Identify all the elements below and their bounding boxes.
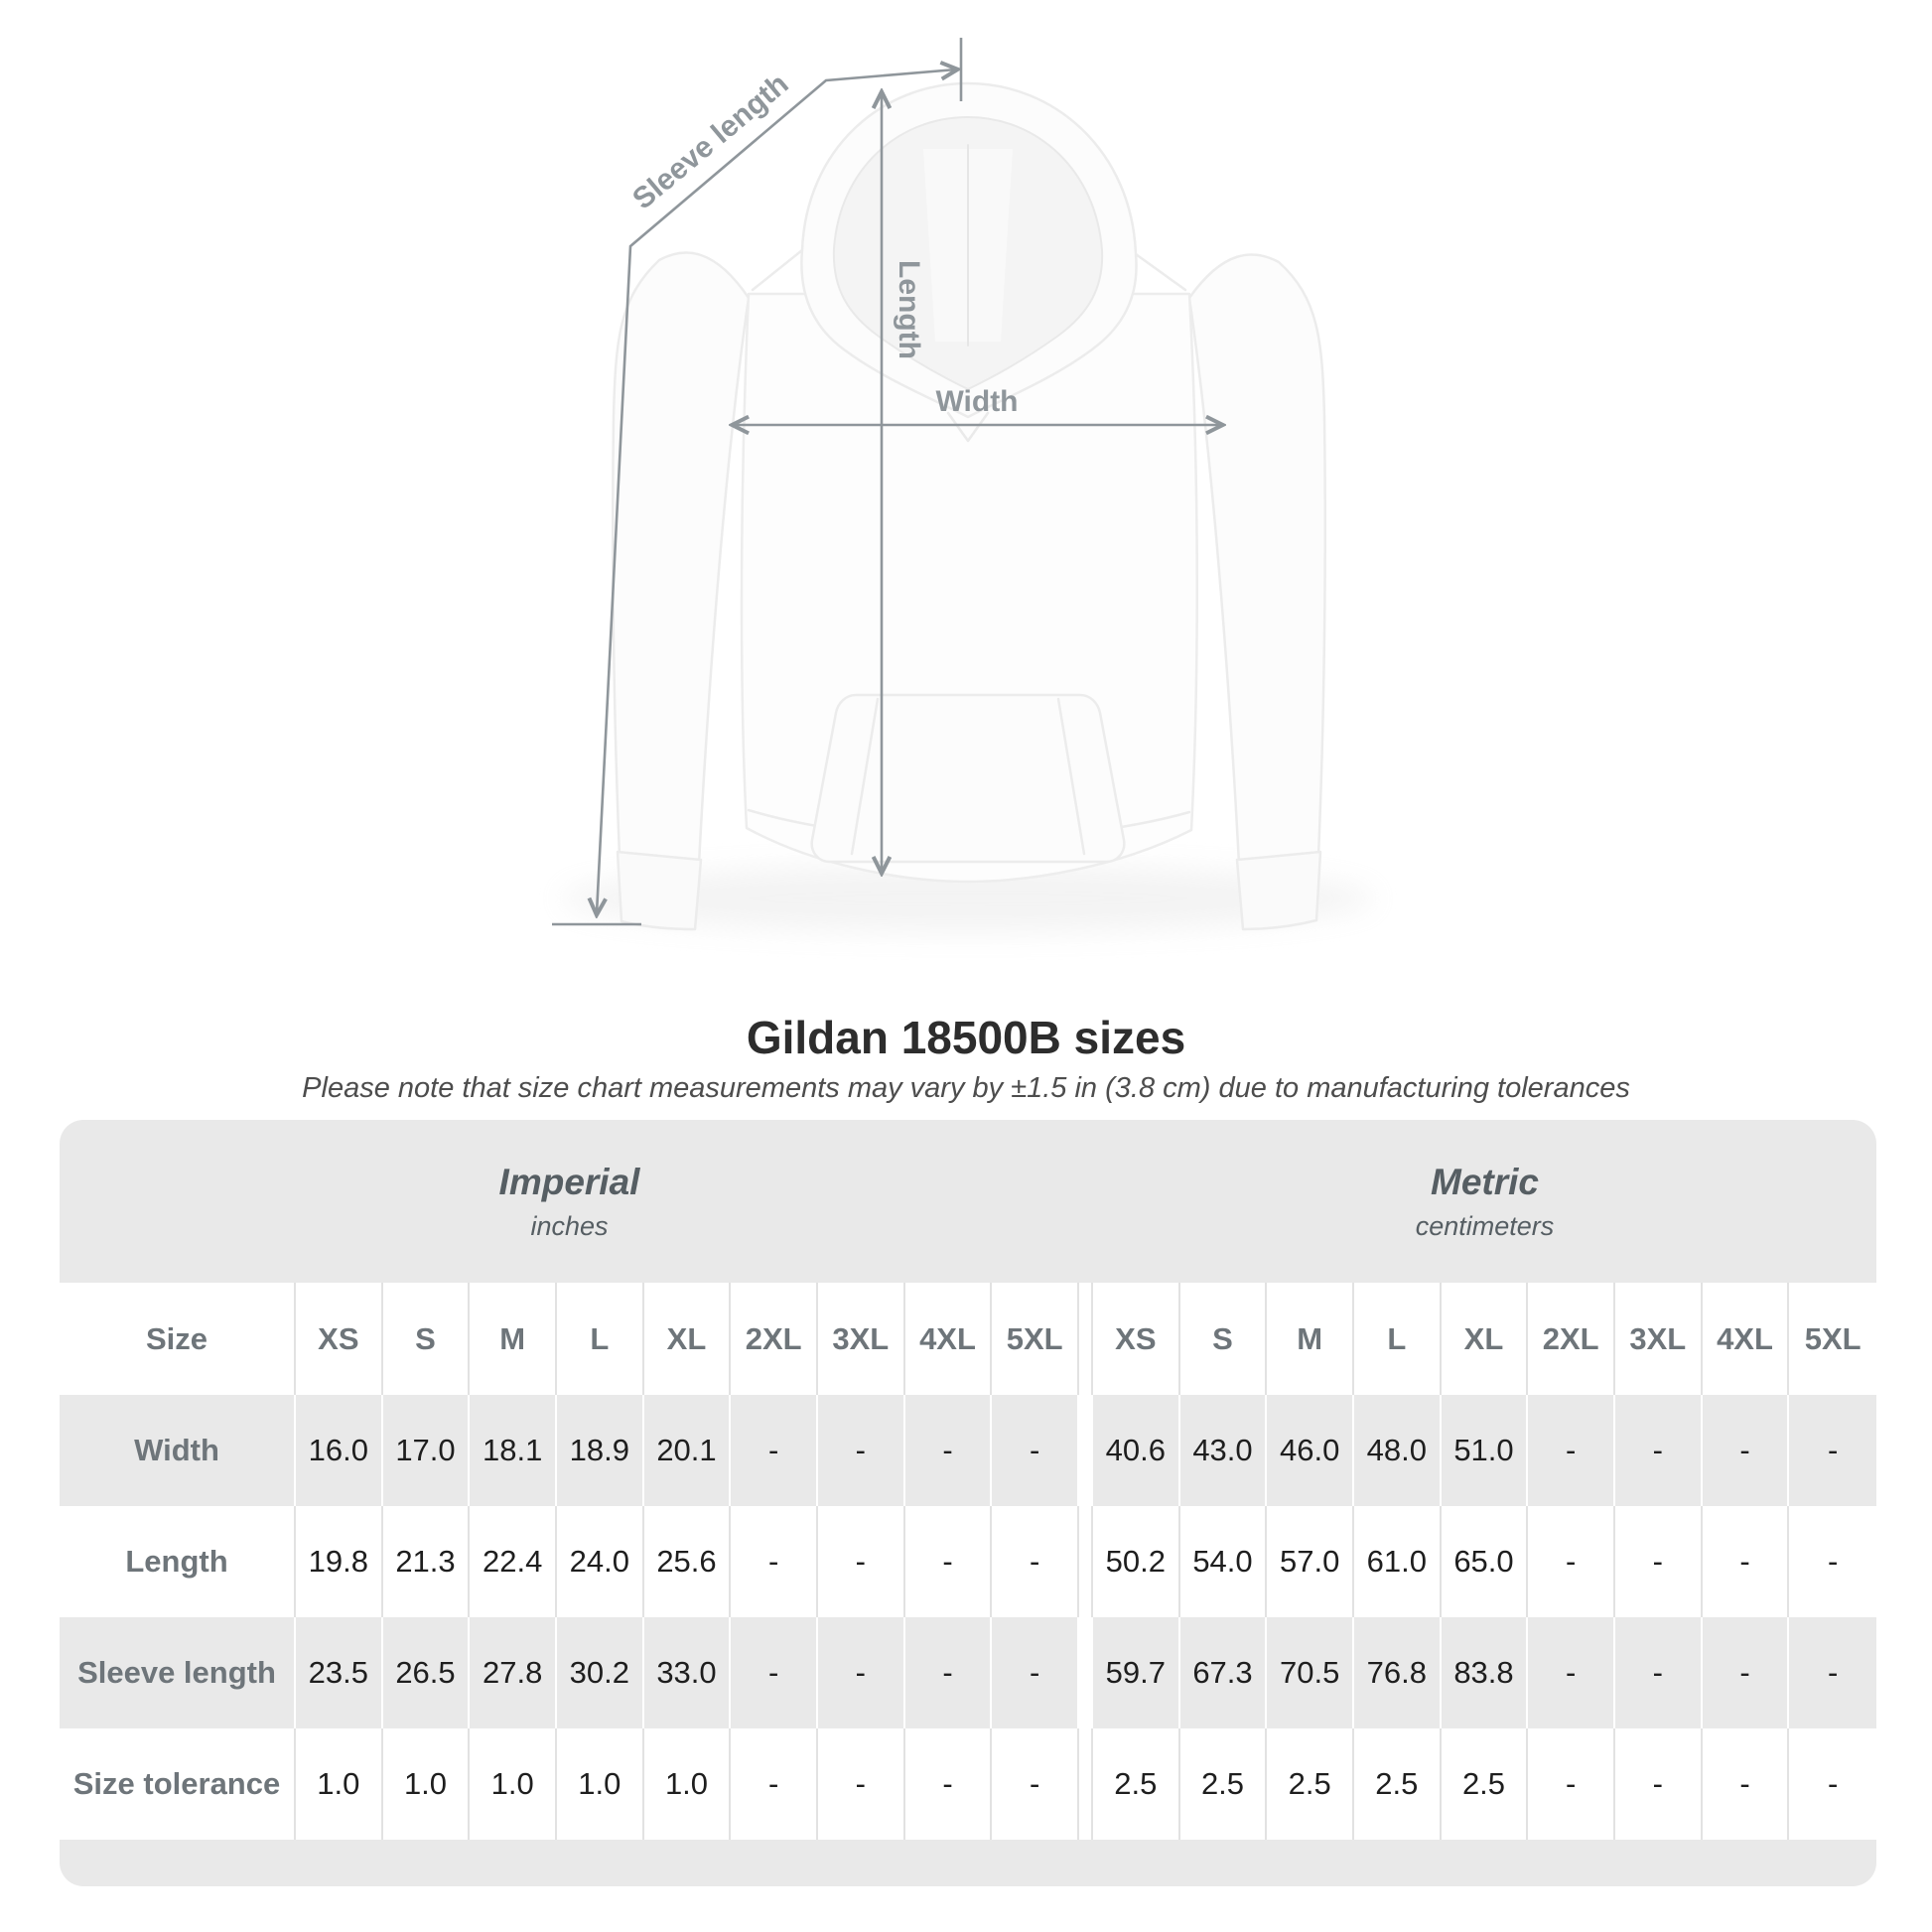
cell-value-imperial: 18.9 [557, 1395, 644, 1506]
hoodie-illustration [613, 83, 1325, 929]
cell-value-metric: - [1703, 1617, 1790, 1728]
size-col-header-metric: M [1267, 1283, 1354, 1395]
cell-value-metric: 67.3 [1180, 1617, 1268, 1728]
cell-value-imperial: - [992, 1506, 1079, 1617]
cell-value-imperial: - [905, 1617, 993, 1728]
size-col-header-imperial: XS [296, 1283, 383, 1395]
cell-value-metric: 40.6 [1093, 1395, 1180, 1506]
cell-value-imperial: - [905, 1395, 993, 1506]
cell-value-metric: - [1615, 1395, 1703, 1506]
metric-section-header [1093, 1120, 1876, 1283]
cell-value-imperial: - [905, 1728, 993, 1840]
row-label: Size tolerance [60, 1728, 296, 1840]
unit-band-divider [1079, 1120, 1093, 1283]
imperial-subtitle: inches [530, 1210, 609, 1241]
cell-value-imperial: - [818, 1395, 905, 1506]
table-footer-band [60, 1840, 1876, 1886]
cell-value-metric: - [1615, 1617, 1703, 1728]
metric-title: Metric [1431, 1161, 1539, 1202]
cell-value-metric: - [1827, 1544, 1839, 1579]
cell-value-imperial: - [731, 1395, 818, 1506]
section-divider [1079, 1506, 1093, 1617]
section-divider [1079, 1617, 1093, 1728]
cell-value-metric: - [1615, 1728, 1703, 1840]
size-col-header-imperial: 3XL [818, 1283, 905, 1395]
table-rows [60, 1395, 1876, 1840]
cell-value-imperial: 22.4 [470, 1506, 557, 1617]
cell-value-imperial: - [818, 1728, 905, 1840]
cell-value-metric: - [1827, 1433, 1839, 1467]
cell-value-metric: 43.0 [1180, 1395, 1268, 1506]
cell-value-imperial: - [818, 1506, 905, 1617]
cell-value-imperial: 1.0 [470, 1728, 557, 1840]
size-col-header-metric: 2XL [1528, 1283, 1615, 1395]
cell-value-imperial: 30.2 [557, 1617, 644, 1728]
cell-value-metric: 59.7 [1093, 1617, 1180, 1728]
cell-value-metric: - [1528, 1728, 1615, 1840]
cell-value-imperial: 18.1 [470, 1395, 557, 1506]
cell-value-metric: - [1703, 1728, 1790, 1840]
cell-value-metric: - [1528, 1395, 1615, 1506]
cell-value-imperial: 17.0 [383, 1395, 471, 1506]
cell-value-metric: - [1615, 1506, 1703, 1617]
size-col-header-imperial: S [383, 1283, 471, 1395]
cell-value-imperial: - [992, 1728, 1079, 1840]
size-col-header-metric: 3XL [1615, 1283, 1703, 1395]
size-col-header-imperial: 2XL [731, 1283, 818, 1395]
row-label: Sleeve length [60, 1617, 296, 1728]
cell-value-metric: 57.0 [1267, 1506, 1354, 1617]
cell-value-imperial: - [818, 1617, 905, 1728]
cell-value-metric: - [1703, 1506, 1790, 1617]
cell-value-metric: 2.5 [1267, 1728, 1354, 1840]
cell-value-imperial: 16.0 [296, 1395, 383, 1506]
cell-value-metric: 61.0 [1354, 1506, 1442, 1617]
imperial-section-header [60, 1120, 1079, 1283]
cell-value-metric: - [1528, 1506, 1615, 1617]
size-col-header-imperial: L [557, 1283, 644, 1395]
table-row [60, 1506, 1876, 1617]
cell-value-imperial: 25.6 [644, 1506, 732, 1617]
size-col-header-metric: S [1180, 1283, 1268, 1395]
cell-value-metric: - [1528, 1617, 1615, 1728]
cell-value-imperial: 21.3 [383, 1506, 471, 1617]
size-column-label: Size [60, 1283, 296, 1395]
section-divider [1079, 1728, 1093, 1840]
table-row [60, 1617, 1876, 1728]
cell-value-imperial: 1.0 [557, 1728, 644, 1840]
cell-value-metric: 65.0 [1442, 1506, 1529, 1617]
cell-value-imperial: 1.0 [644, 1728, 732, 1840]
sleeve-length-label: Sleeve length [626, 67, 795, 216]
size-col-header-imperial: M [470, 1283, 557, 1395]
unit-header-band [60, 1120, 1876, 1283]
cell-value-metric: 50.2 [1093, 1506, 1180, 1617]
size-col-header-metric: XS [1093, 1283, 1180, 1395]
cell-value-metric: 2.5 [1442, 1728, 1529, 1840]
cell-value-metric: 83.8 [1442, 1617, 1529, 1728]
cell-value-imperial: - [731, 1506, 818, 1617]
section-divider [1079, 1395, 1093, 1506]
cell-value-imperial: 24.0 [557, 1506, 644, 1617]
cell-value-imperial: 20.1 [644, 1395, 732, 1506]
size-col-header-imperial: 4XL [905, 1283, 993, 1395]
cell-value-metric: 51.0 [1442, 1395, 1529, 1506]
cell-value-imperial: - [992, 1617, 1079, 1728]
metric-subtitle: centimeters [1415, 1210, 1555, 1241]
cell-value-imperial: 27.8 [470, 1617, 557, 1728]
cell-value-imperial: - [992, 1395, 1079, 1506]
cell-value-imperial: - [905, 1506, 993, 1617]
section-divider [1079, 1283, 1093, 1395]
row-label: Length [60, 1506, 296, 1617]
cell-value-metric: 70.5 [1267, 1617, 1354, 1728]
size-col-header-metric: XL [1442, 1283, 1529, 1395]
size-col-header-metric: L [1354, 1283, 1442, 1395]
cell-value-metric: 54.0 [1180, 1506, 1268, 1617]
page-title: Gildan 18500B sizes [746, 1012, 1186, 1063]
row-label: Width [60, 1395, 296, 1506]
cell-value-metric: - [1827, 1766, 1839, 1801]
cell-value-imperial: 26.5 [383, 1617, 471, 1728]
cell-value-metric: - [1827, 1655, 1839, 1690]
table-row [60, 1728, 1876, 1840]
cell-value-imperial: - [731, 1728, 818, 1840]
table-row [60, 1395, 1876, 1506]
cell-value-imperial: 1.0 [383, 1728, 471, 1840]
size-col-header-metric: 5XL [1804, 1320, 1862, 1356]
width-label: Width [935, 385, 1019, 418]
cell-value-metric: 2.5 [1180, 1728, 1268, 1840]
cell-value-metric: 2.5 [1093, 1728, 1180, 1840]
cell-value-imperial: 1.0 [296, 1728, 383, 1840]
size-header-row [60, 1283, 1876, 1395]
cell-value-metric: - [1703, 1395, 1790, 1506]
cell-value-metric: 76.8 [1354, 1617, 1442, 1728]
cell-value-imperial: 33.0 [644, 1617, 732, 1728]
size-table [60, 1120, 1876, 1886]
cell-value-metric: 48.0 [1354, 1395, 1442, 1506]
size-col-header-imperial: XL [644, 1283, 732, 1395]
imperial-title: Imperial [498, 1161, 640, 1202]
cell-value-imperial: 23.5 [296, 1617, 383, 1728]
tolerance-note: Please note that size chart measurements may vary by ±1.5 in (3.8 cm) due to manufacturing tolerances [302, 1072, 1630, 1104]
length-label: Length [893, 260, 925, 359]
cell-value-metric: 2.5 [1354, 1728, 1442, 1840]
cell-value-imperial: - [731, 1617, 818, 1728]
size-col-header-metric: 4XL [1703, 1283, 1790, 1395]
cell-value-metric: 46.0 [1267, 1395, 1354, 1506]
size-col-header-imperial: 5XL [992, 1283, 1079, 1395]
cell-value-imperial: 19.8 [296, 1506, 383, 1617]
